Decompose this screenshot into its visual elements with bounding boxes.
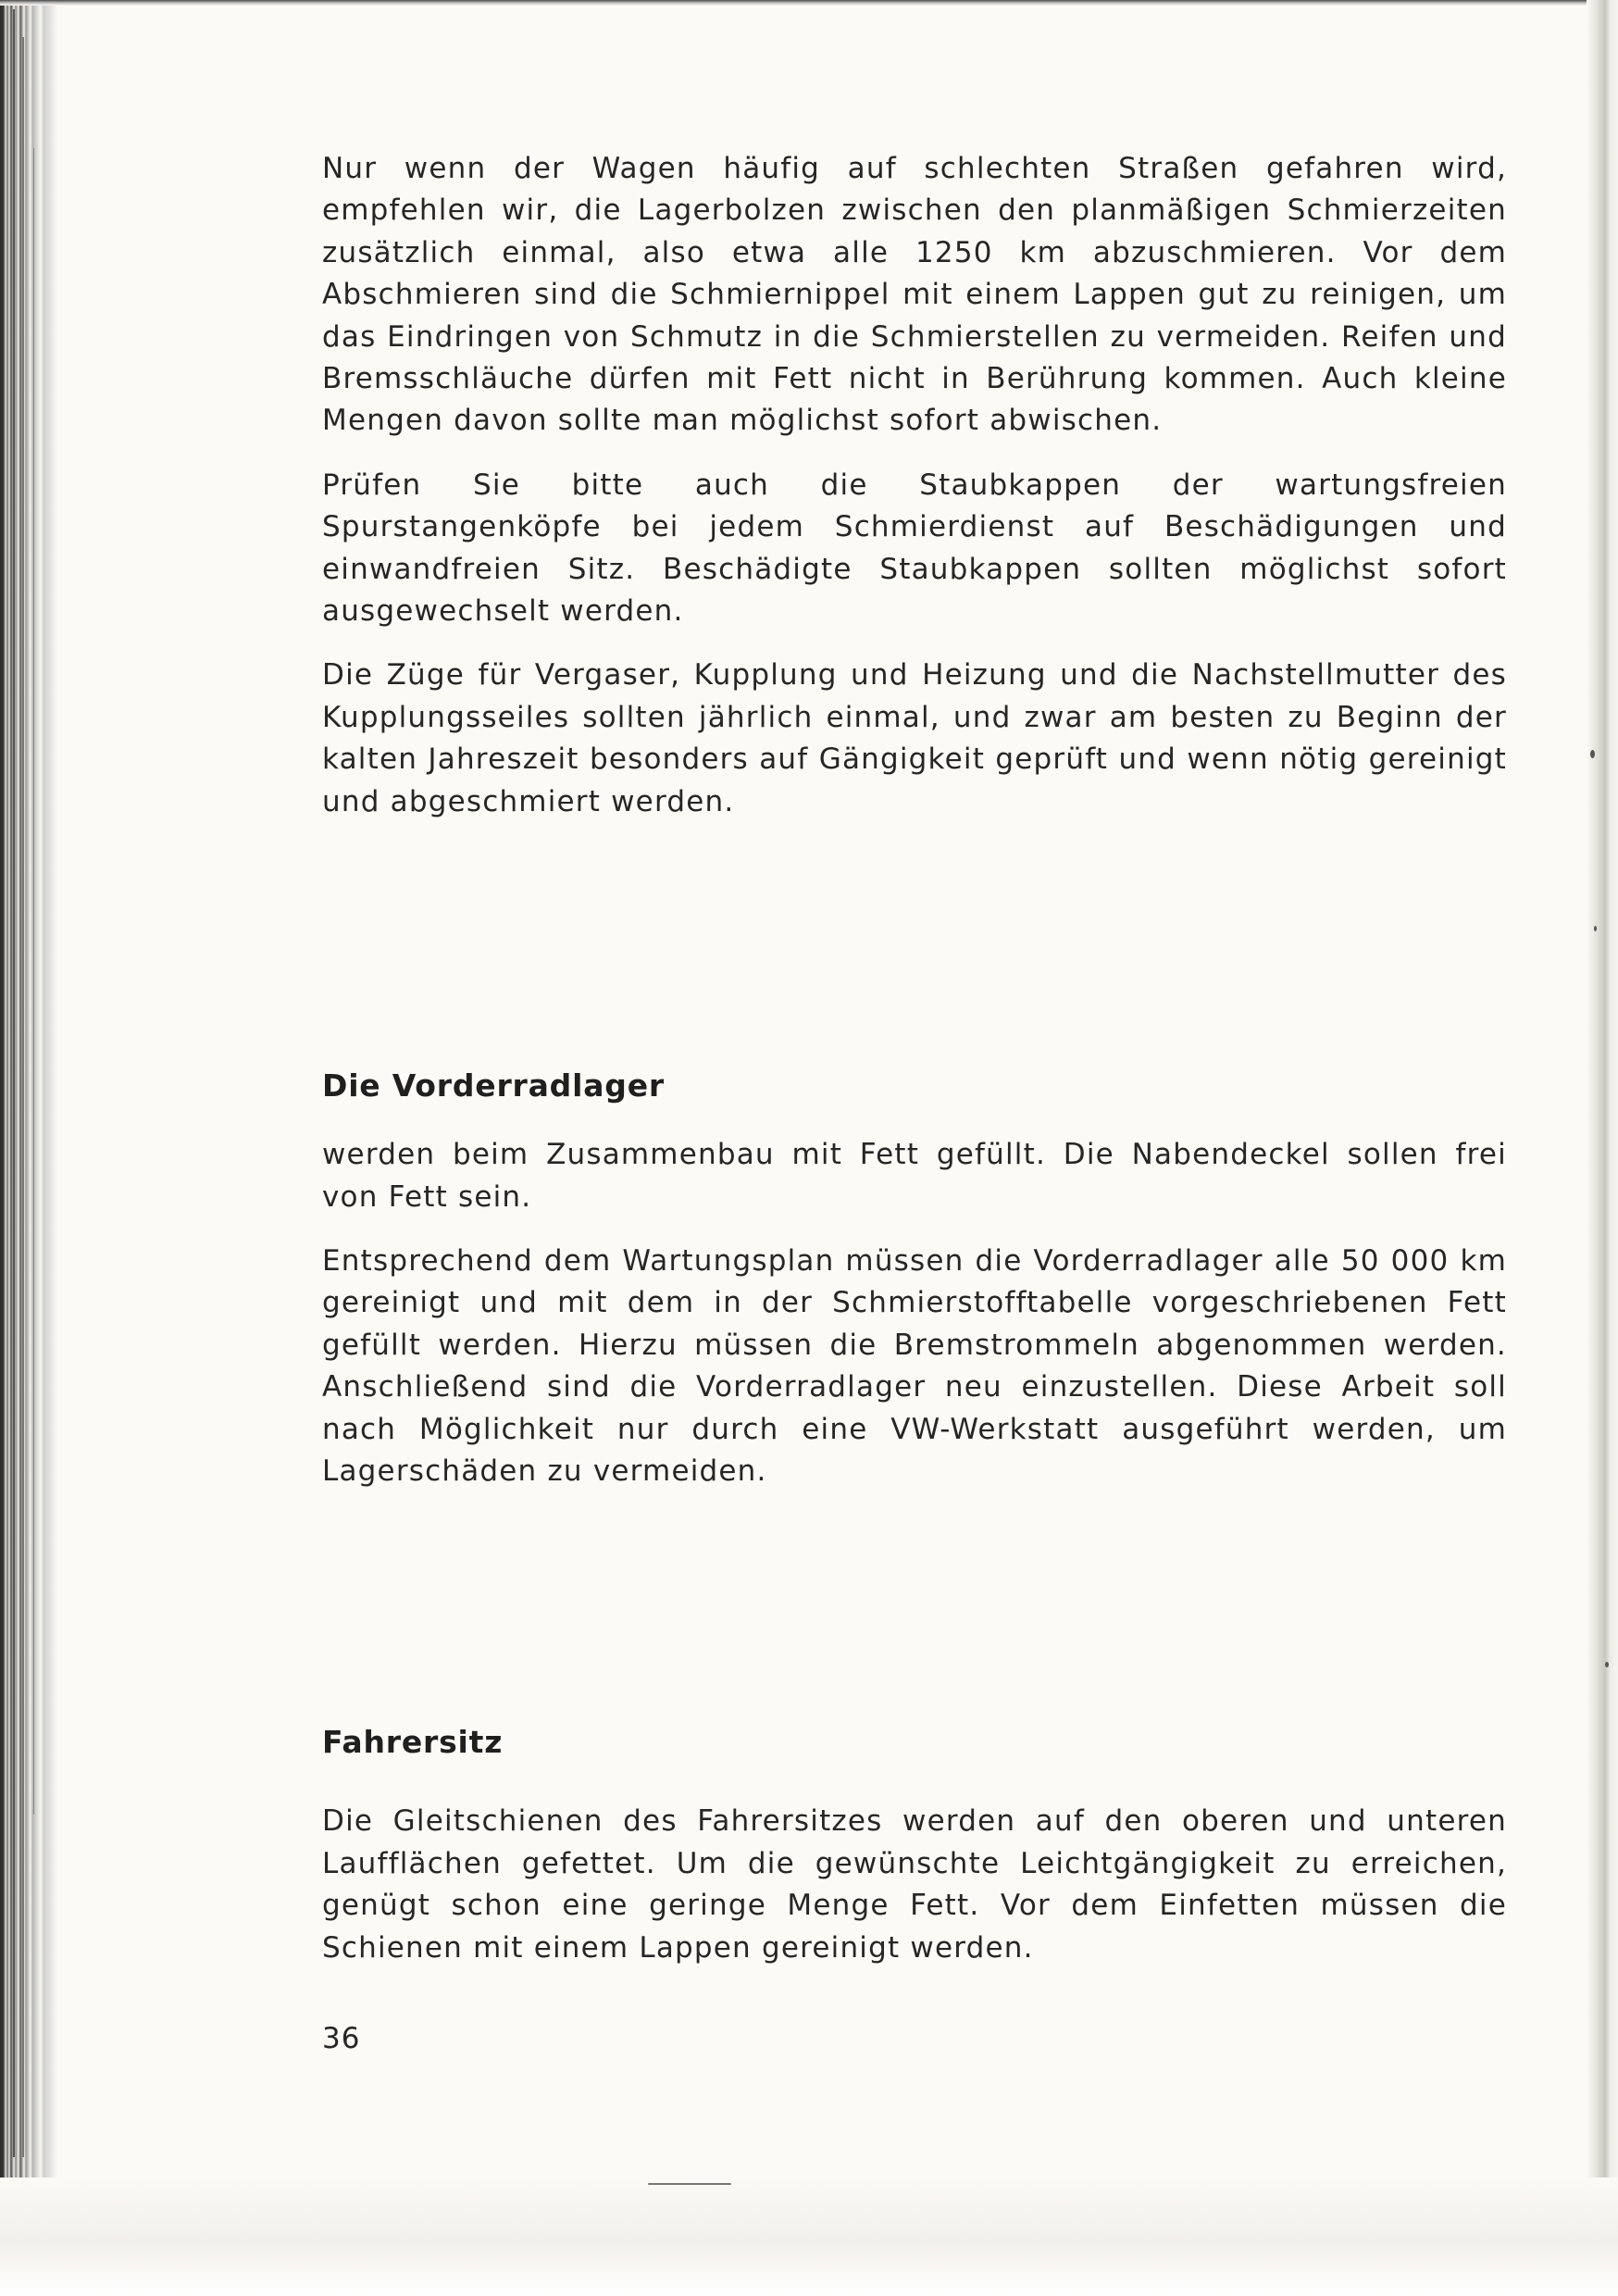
scan-speck [1605, 1662, 1609, 1667]
page-number: 36 [322, 2022, 361, 2055]
page-body [322, 148, 1507, 1969]
scan-speck [1594, 926, 1597, 931]
heading-fahrersitz: Fahrersitz [322, 1724, 504, 1761]
page-edge-line [13, 9, 15, 2157]
bottom-page-edge [0, 2177, 1618, 2296]
page-edge-line [22, 37, 24, 2157]
paragraph-zuege: Die Züge für Vergaser, Kupplung und Heizung und die Nachstellmutter des Kupplungsseiles sollten jährlich einmal, und zwar am besten zu Beginn der kalten Jahreszeit besonders auf Gängigkeit geprüft und wenn nötig gereinigt und abgeschmiert werden. [322, 658, 1507, 818]
paragraph-lagerbolzen: Nur wenn der Wagen häufig auf schlechten Straßen gefahren wird, empfehlen wir, die Lagerbolzen zwischen den planmäßigen Schmierzeiten zusätzlich einmal, also etwa alle 1250 km abzuschmieren. Vor dem Abschmieren sind die Schmiernippel mit einem Lappen gut zu reinigen, um das Eindringen von Schmutz in die Schmierstellen zu vermeiden. Reifen und Bremsschläuche dürfen mit Fett nicht in Berührung kommen. Auch kleine Mengen davon sollte man möglichst sofort abwischen. [322, 152, 1507, 438]
right-page-edge [1587, 0, 1618, 2296]
paragraph-vorderradlager-wartung: Entsprechend dem Wartungsplan müssen die Vorderradlager alle 50 000 km gereinigt und mit dem in der Schmierstofftabelle vorgeschriebenen Fett gefüllt werden. Hierzu müssen die Bremstrommeln abgenommen werden. Anschließend sind die Vorderradlager neu einzustellen. Diese Arbeit soll nach Möglichkeit nur durch eine VW-Werkstatt ausgeführt werden, um Lagerschäden zu vermeiden. [322, 1243, 1507, 1488]
paragraph-staubkappen: Prüfen Sie bitte auch die Staubkappen der wartungsfreien Spurstangenköpfe bei jedem Schmierdienst auf Beschädigungen und einwandfreien Sitz. Beschädigte Staubkappen sollten möglichst sofort ausgewechselt werden. [322, 468, 1507, 629]
heading-vorderradlager: Die Vorderradlager [322, 1067, 665, 1104]
scan-mark [648, 2183, 731, 2185]
paragraph-vorderradlager-fett: werden beim Zusammenbau mit Fett gefüllt. Die Nabendeckel sollen frei von Fett sein. [322, 1138, 1507, 1214]
book-binding-edge [0, 0, 57, 2296]
paragraph-fahrersitz: Die Gleitschienen des Fahrersitzes werden auf den oberen und unteren Laufflächen gefettet. Um die gewünschte Leichtgängigkeit zu erreichen, genügt schon eine geringe Menge Fett. Vor dem Einfetten müssen die Schienen mit einem Lappen gereinigt werden. [322, 1804, 1507, 1965]
top-page-edge [0, 0, 1618, 6]
scan-speck [1590, 750, 1595, 758]
page-edge-line [33, 148, 34, 1815]
